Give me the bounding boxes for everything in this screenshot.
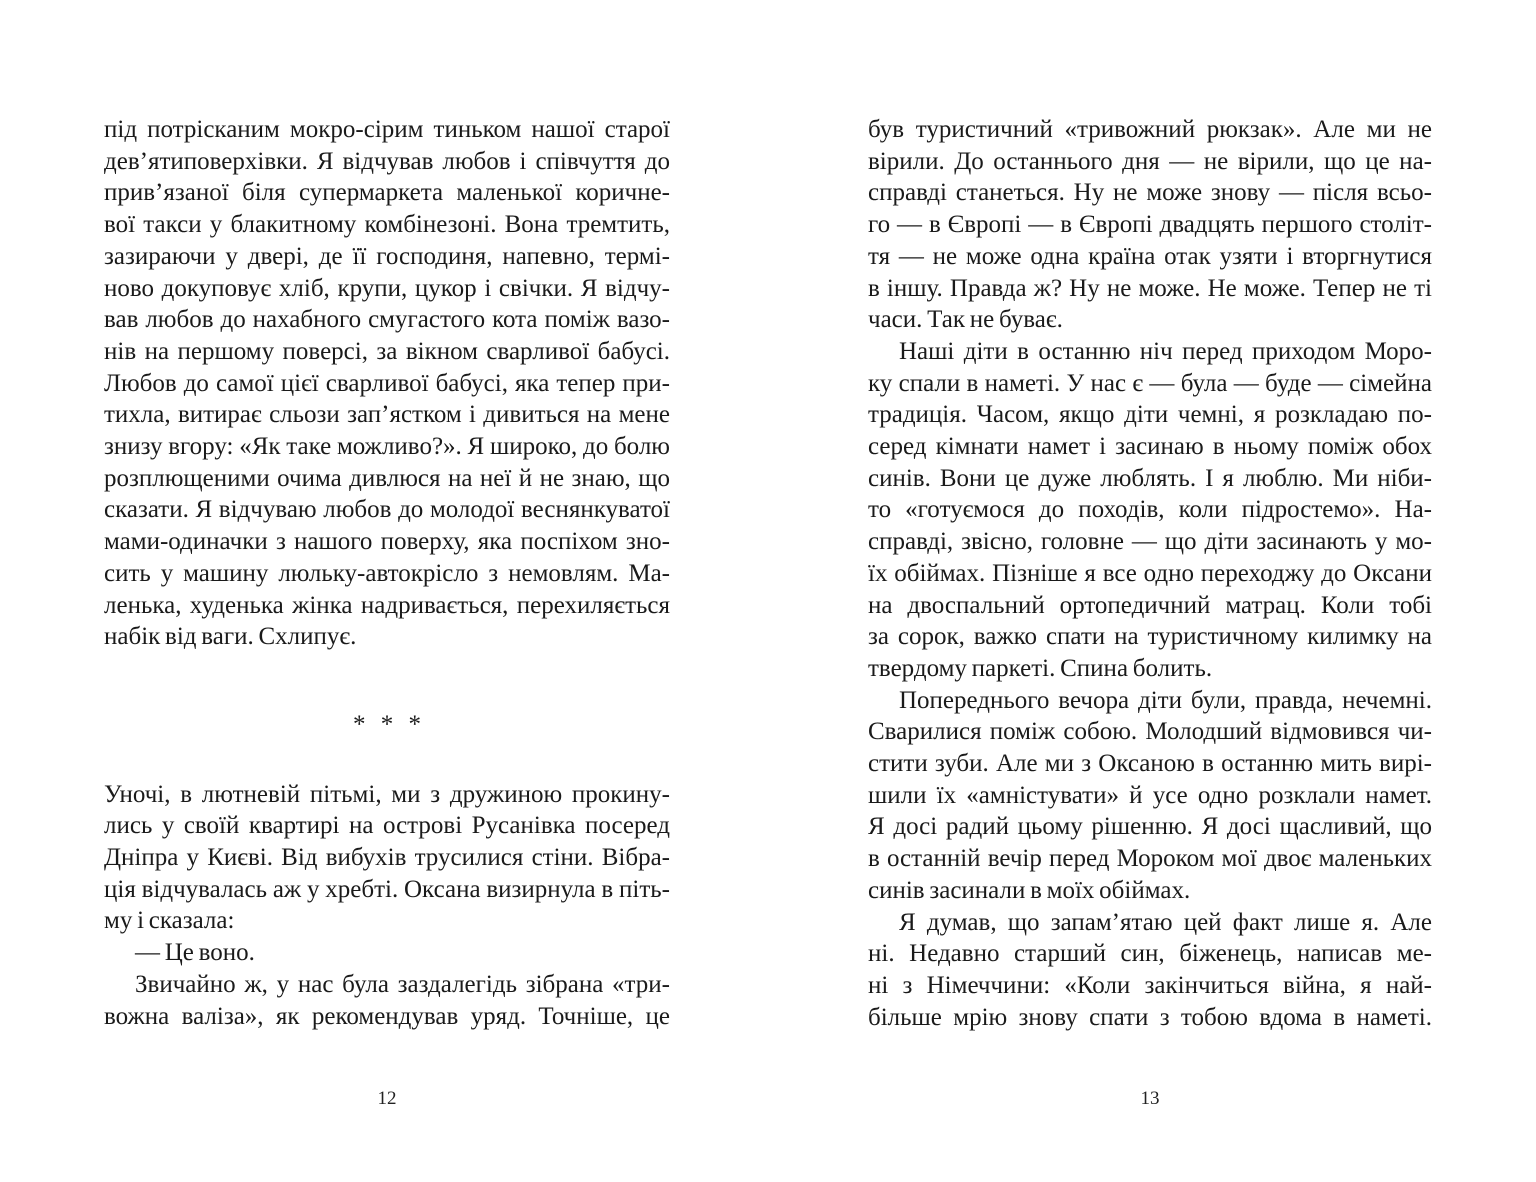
text-line: зазираючи у двері, де її господиня, напевно, термі-: [104, 242, 670, 270]
text-line: прив’язаної біля супермаркета маленької коричне-: [104, 179, 670, 207]
text-line: Звичайно ж, у нас була заздалегідь зібрана «три-: [135, 970, 670, 998]
text-line: ленька, худенька жінка надривається, перехиляється: [104, 591, 670, 619]
text-line: Уночі, в лютневій пітьмі, ми з дружиною прокину-: [104, 780, 670, 808]
text-line: їх обіймах. Пізніше я все одно переходжу до Оксани: [868, 559, 1432, 587]
text-line: знизу вгору: «Як таке можливо?». Я широко, до болю: [104, 433, 670, 461]
text-line: Наші діти в останню ніч перед приходом Моро-: [899, 337, 1432, 365]
text-line: більше мрію знову спати з тобою вдома в наметі.: [868, 1003, 1432, 1031]
text-line: сить у машину люльку-автокрісло з немовлям. Ма-: [104, 559, 670, 587]
text-line: тихла, витирає сльози зап’ястком і дивиться на мене: [104, 401, 670, 429]
text-line: ні з Німеччини: «Коли закінчиться війна, я най-: [868, 971, 1432, 999]
text-line: Попереднього вечора діти були, правда, нечемні.: [899, 686, 1432, 714]
text-line: серед кімнати намет і засинаю в ньому поміж обох: [868, 433, 1432, 461]
text-line: синів. Вони це дуже люблять. І я люблю. Ми ніби-: [868, 464, 1432, 492]
text-line: му і сказала:: [104, 907, 235, 935]
text-line: тя — не може одна країна отак узяти і вторгнутися: [868, 242, 1432, 270]
text-line: вожна валіза», як рекомендував уряд. Точніше, це: [104, 1002, 670, 1030]
text-line: ні. Недавно старший син, біженець, написав ме-: [868, 940, 1432, 968]
text-line: сказати. Я відчуваю любов до молодої веснянкуватої: [104, 496, 670, 524]
text-line: за сорок, важко спати на туристичному килимку на: [868, 623, 1432, 651]
text-line: в іншу. Правда ж? Ну не може. Не може. Тепер не ті: [868, 274, 1432, 302]
text-line: часи. Так не буває.: [868, 306, 1063, 334]
text-line: то «готуємося до походів, коли підростемо». На-: [868, 496, 1432, 524]
text-line: був туристичний «тривожний рюкзак». Але ми не: [868, 116, 1432, 143]
text-line: на двоспальний ортопедичний матрац. Коли тобі: [868, 591, 1432, 619]
text-line: Сварилися поміж собою. Молодший відмовився чи-: [868, 718, 1432, 746]
left-page-text-column: [104, 114, 670, 1032]
text-line: в останній вечір перед Мороком мої двоє маленьких: [868, 845, 1432, 873]
text-line: вірили. До останнього дня — не вірили, що це на-: [868, 147, 1432, 175]
text-line: лись у своїй квартирі на острові Русанівка посеред: [104, 812, 670, 840]
section-separator: * * *: [353, 710, 421, 738]
text-line: — Це воно.: [135, 939, 255, 967]
text-line: дев’ятиповерхівки. Я відчував любов і співчуття до: [104, 147, 670, 175]
text-line: Дніпра у Києві. Від вибухів трусилися стіни. Вібра-: [104, 844, 670, 872]
page-number-left: 12: [377, 1088, 397, 1109]
text-line: ку спали в наметі. У нас є — була — буде — сімейна: [868, 369, 1432, 397]
text-line: справді, звісно, головне — що діти засинають у мо-: [868, 528, 1432, 556]
text-line: Я досі радий цьому рішенню. Я досі щасливий, що: [868, 813, 1432, 841]
text-line: стити зуби. Але ми з Оксаною в останню мить вирі-: [868, 750, 1432, 778]
text-line: ново докуповує хліб, крупи, цукор і свічки. Я відчу-: [104, 274, 670, 302]
text-line: традиція. Часом, якщо діти чемні, я розкладаю по-: [868, 401, 1432, 429]
text-line: під потрісканим мокро-сірим тиньком нашої старої: [104, 116, 670, 143]
text-line: Любов до самої цієї сварливої бабусі, яка тепер при-: [104, 369, 670, 397]
text-line: ція відчувалась аж у хребті. Оксана визирнула в піть-: [104, 875, 670, 903]
text-line: вав любов до нахабного смугастого кота поміж вазо-: [104, 306, 670, 334]
text-line: нів на першому поверсі, за вікном сварливої бабусі.: [104, 337, 670, 365]
text-line: вої такси у блакитному комбінезоні. Вона тремтить,: [104, 211, 670, 239]
text-line: справді станеться. Ну не може знову — після всьо-: [868, 179, 1432, 207]
text-line: твердому паркеті. Спина болить.: [868, 654, 1213, 682]
text-line: Я думав, що запам’ятаю цей факт лише я. Але: [899, 908, 1432, 936]
page-number-right: 13: [1140, 1088, 1160, 1109]
text-line: набік від ваги. Схлипує.: [104, 623, 357, 651]
text-line: шили їх «амністувати» й усе одно розклали намет.: [868, 781, 1432, 809]
text-line: мами-одиначки з нашого поверху, яка поспіхом зно-: [104, 528, 670, 556]
text-line: розплющеними очима дивлюся на неї й не знаю, що: [104, 464, 670, 492]
text-line: синів засинали в моїх обіймах.: [868, 876, 1191, 904]
text-line: го — в Європі — в Європі двадцять першого століт-: [868, 211, 1432, 239]
right-page-text-column: [868, 114, 1432, 1033]
